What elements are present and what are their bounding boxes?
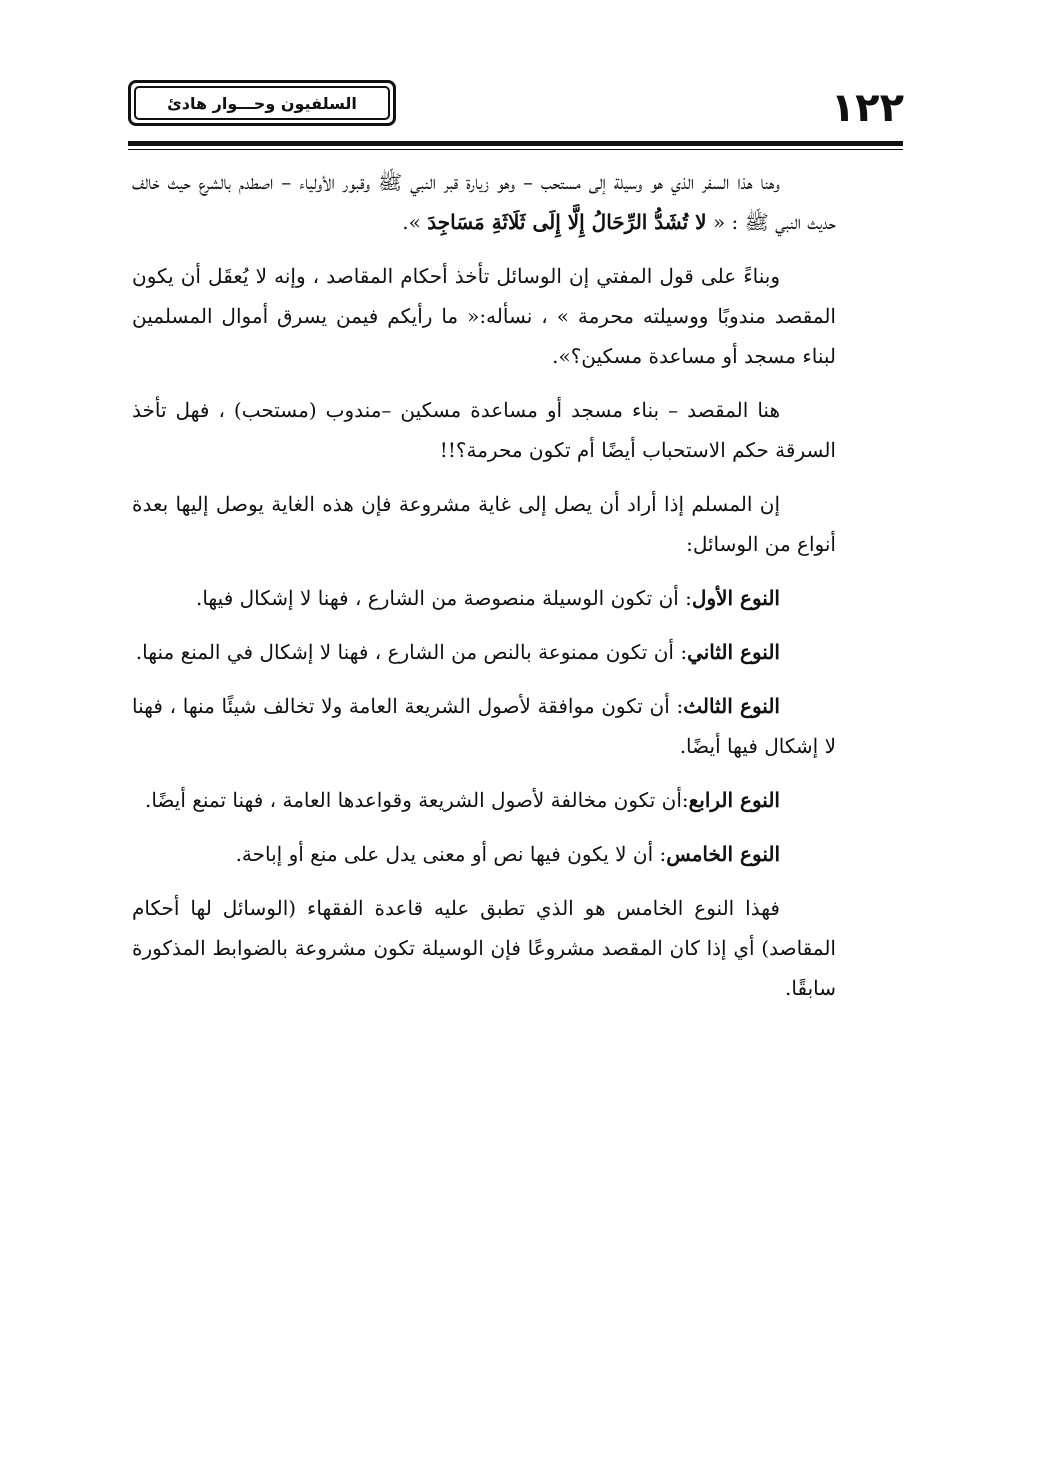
hadith-intro: وهنا هذا السفر الذي هو وسيلة إلى مستحب – وهو زيارة قبر النبي ﷺ وقبور الأولياء – اصطدم بالشرع حيث خالف حديث النبي ﷺ : «: [132, 170, 836, 234]
paragraph-types-intro: إن المسلم إذا أراد أن يصل إلى غاية مشروعة فإن هذه الغاية يوصل إليها بعدة أنواع من الوسائل:: [132, 492, 836, 556]
type-5-label: النوع الخامس: [666, 842, 780, 866]
paragraph-type-3: [132, 686, 836, 766]
type-5-text: : أن لا يكون فيها نص أو معنى يدل على منع أو إباحة.: [235, 842, 667, 866]
header-rule-thick: [128, 141, 903, 146]
hadith-quote: لا تُشَدُّ الرِّحَالُ إِلَّا إِلَى ثَلَاثَةِ مَسَاجِدَ: [427, 210, 707, 234]
type-1-label: النوع الأول: [691, 586, 780, 610]
header-rule-thin: [128, 149, 903, 150]
book-title: السلفيون وحـــوار هادئ: [134, 86, 390, 120]
paragraph-conclusion: فهذا النوع الخامس هو الذي تطبق عليه قاعدة الفقهاء (الوسائل لها أحكام المقاصد) أي إذا كان المقصد مشروعًا فإن الوسيلة تكون مشروعة بالضوابط المذكورة سابقًا.: [132, 896, 836, 1000]
type-4-text: :أن تكون مخالفة لأصول الشريعة وقواعدها العامة ، فهنا تمنع أيضًا.: [144, 788, 689, 812]
paragraph-type-4: [132, 780, 836, 820]
hadith-close: ».: [402, 210, 428, 234]
type-2-label: النوع الثاني: [687, 640, 780, 664]
paragraph-theft-question: هنا المقصد – بناء مسجد أو مساعدة مسكين –مندوب (مستحب) ، فهل تأخذ السرقة حكم الاستحباب أيضًا أم تكون محرمة؟!!: [132, 398, 836, 462]
paragraph-mufti-argument: وبناءً على قول المفتي إن الوسائل تأخذ أحكام المقاصد ، وإنه لا يُعقَل أن يكون المقصد مندوبًا ووسيلته محرمة » ، نسأله:« ما رأيكم فيمن يسرق أموال المسلمين لبناء مسجد أو مساعدة مسكين؟».: [132, 264, 836, 368]
type-2-text: : أن تكون ممنوعة بالنص من الشارع ، فهنا لا إشكال في المنع منها.: [135, 640, 688, 664]
paragraph-type-1: [132, 578, 836, 618]
page-number: ١٢٢: [830, 85, 904, 131]
paragraph-type-2: [132, 632, 836, 672]
type-1-text: : أن تكون الوسيلة منصوصة من الشارع ، فهنا لا إشكال فيها.: [195, 586, 692, 610]
type-3-label: النوع الثالث: [683, 694, 780, 718]
page-body: [132, 162, 836, 1022]
paragraph-type-5: [132, 834, 836, 874]
book-title-frame: [128, 80, 396, 126]
type-3-text: : أن تكون موافقة لأصول الشريعة العامة ولا تخالف شيئًا منها ، فهنا لا إشكال فيها أيضًا.: [132, 694, 836, 758]
type-4-label: النوع الرابع: [688, 788, 780, 812]
paragraph-hadith: [132, 162, 836, 242]
